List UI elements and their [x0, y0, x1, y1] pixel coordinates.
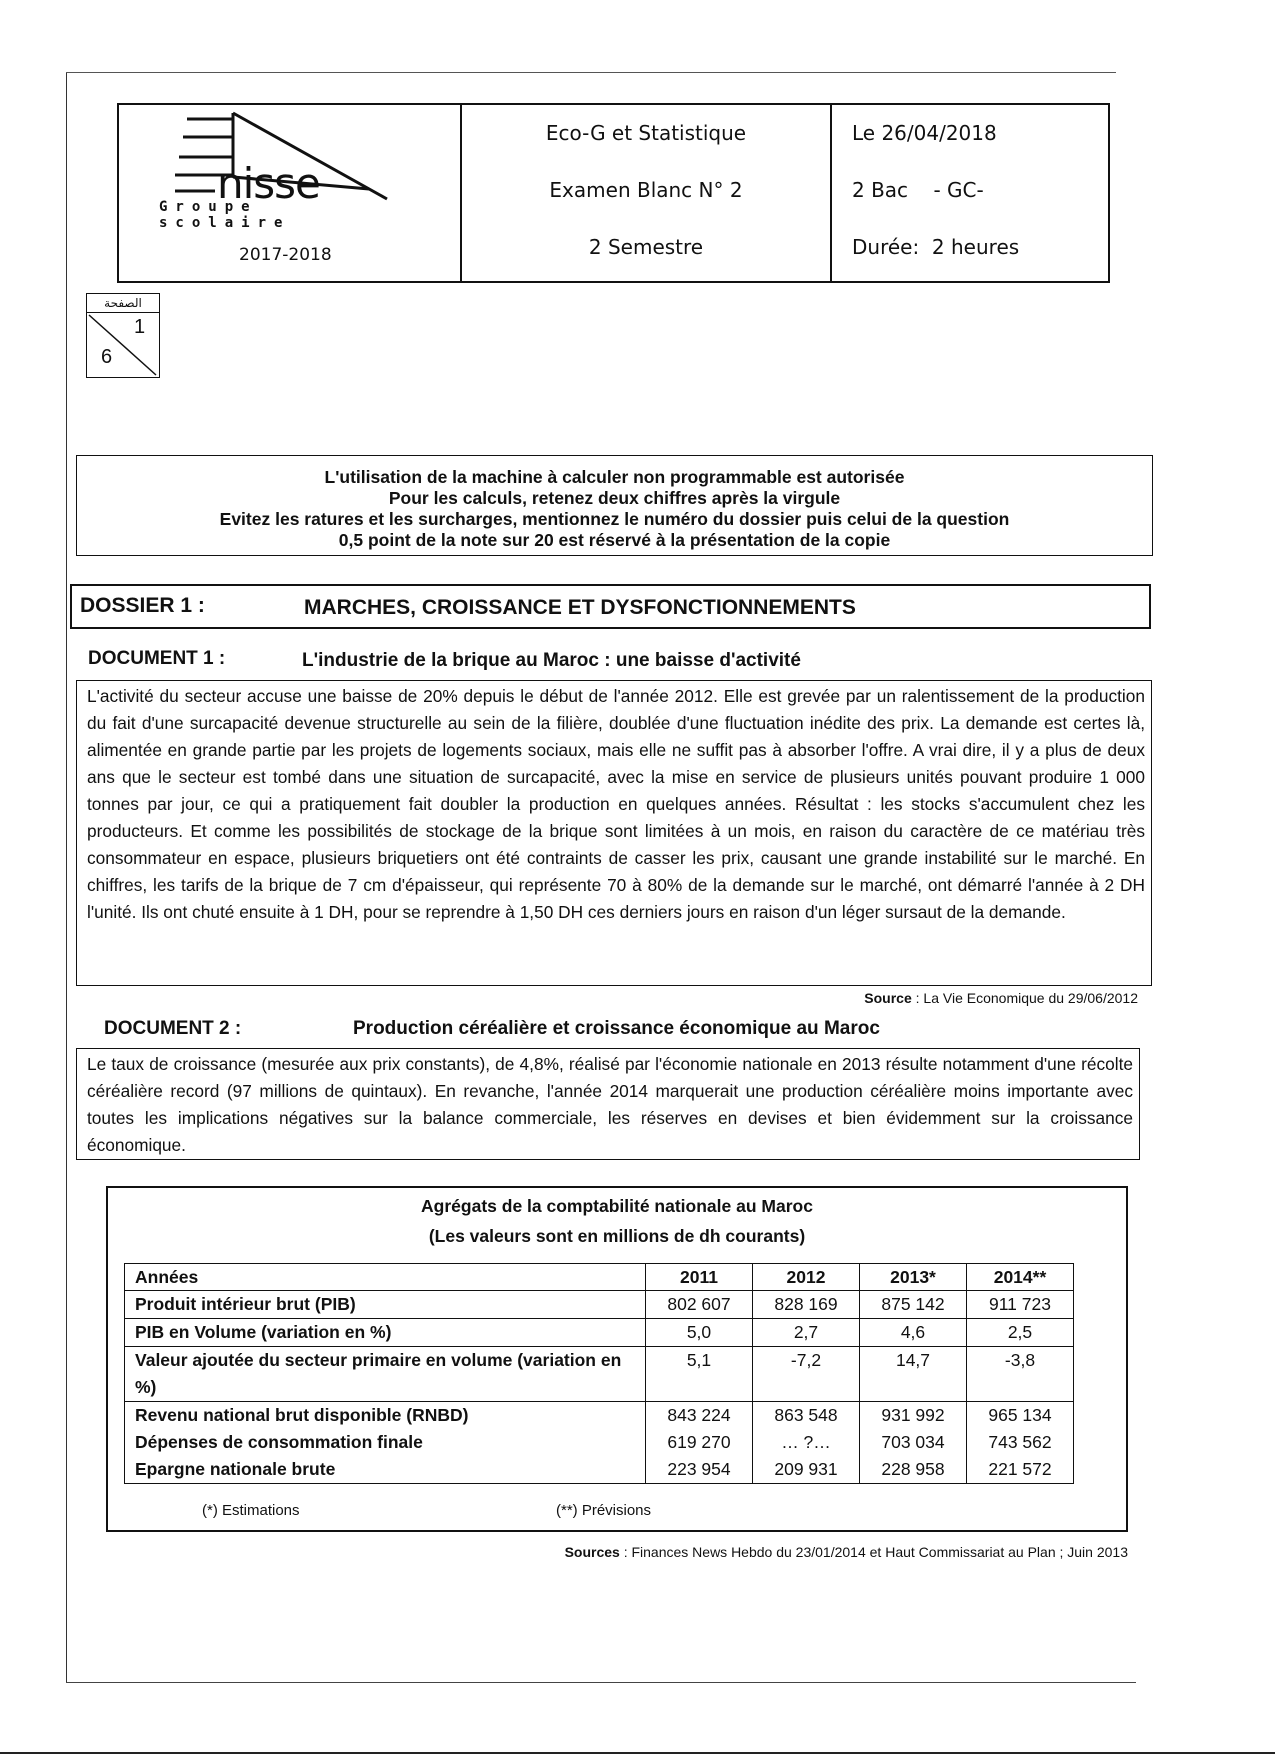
- table-cell: 875 142: [860, 1291, 967, 1319]
- exam-header: [117, 103, 1110, 283]
- table-cell: 2,7: [753, 1319, 860, 1347]
- table-cell: 2,5: [967, 1319, 1074, 1347]
- row-label: PIB en Volume (variation en %): [125, 1319, 646, 1347]
- table-cell: 228 958: [881, 1459, 945, 1479]
- table-row: [125, 1319, 1074, 1347]
- table-cell: -3,8: [967, 1347, 1074, 1402]
- header-cell: 2014**: [967, 1264, 1074, 1291]
- row-label: Revenu national brut disponible (RNBD): [135, 1405, 469, 1425]
- header-cell: 2013*: [860, 1264, 967, 1291]
- table-cell: 843 224: [667, 1405, 731, 1425]
- school-year: 2017-2018: [239, 245, 332, 265]
- source-text: : La Vie Economique du 29/06/2012: [911, 990, 1138, 1006]
- table-row: [125, 1291, 1074, 1319]
- table-cell: 209 931: [774, 1459, 838, 1479]
- table-header-row: [125, 1264, 1074, 1291]
- table-cell: 911 723: [967, 1291, 1074, 1319]
- page-footline: [0, 1752, 1275, 1754]
- document1-title: L'industrie de la brique au Maroc : une baisse d'activité: [302, 650, 801, 671]
- group-col: [646, 1402, 753, 1484]
- school-logo-cell: [119, 105, 462, 281]
- exam-level: 2 Bac - GC-: [852, 178, 984, 202]
- instructions-box: [76, 455, 1153, 556]
- instruction-line: Evitez les ratures et les surcharges, mentionnez le numéro du dossier puis celui de la question: [219, 509, 1010, 529]
- exam-meta-cell: [832, 105, 1108, 281]
- document1-text-box: [76, 680, 1152, 986]
- table-row: [125, 1347, 1074, 1402]
- dossier-label: DOSSIER 1 :: [80, 594, 205, 617]
- document1-text: L'activité du secteur accuse une baisse de 20% depuis le début de l'année 2012. Elle est grevée par un ralentissement de la production du fait d'une surcapacité devenue structurelle au sein de la filière, doublée d'une fluctuation inédite des prix. La demande est certes là, alimentée en grande partie par les projets de logements sociaux, mais elle ne suffit pas à absorber l'offre. A vrai dire, il y a plus de deux ans que le secteur est tombé dans une situation de surcapacité, avec la mise en service de plusieurs unités pouvant produire 1 000 tonnes par jour, ce qui a pratiquement fait doubler la production en quelques années. Résultat : les stocks s'accumulent chez les producteurs. Et comme les possibilités de stockage de la brique sont limitées à un mois, en raison du caractère de ce matériau très consommateur en espace, plusieurs briquetiers ont été contraints de casser les prix, causant une grande instabilité sur le marché. En chiffres, les tarifs de la brique de 7 cm d'épaisseur, qui représente 70 à 80% de la demande sur le marché, ont démarré l'année à 2 DH l'unité. Ils ont chuté ensuite à 1 DH, pour se reprendre à 1,50 DH ces derniers jours en raison d'un léger sursaut de la demande.: [87, 686, 1145, 922]
- table-cell: -7,2: [753, 1347, 860, 1402]
- table-cell: 5,0: [646, 1319, 753, 1347]
- row-label: Produit intérieur brut (PIB): [125, 1291, 646, 1319]
- semester-label: 2 Semestre: [588, 235, 704, 259]
- group-col: [753, 1402, 860, 1484]
- table-title: Agrégats de la comptabilité nationale au Maroc: [421, 1196, 813, 1216]
- page-number-box: [86, 293, 160, 378]
- note-estimations: (*) Estimations: [202, 1502, 300, 1519]
- row-label: Valeur ajoutée du secteur primaire en volume (variation en %): [125, 1347, 646, 1402]
- document2-text: Le taux de croissance (mesurée aux prix constants), de 4,8%, réalisé par l'économie nationale en 2013 résulte notamment d'une récolte céréalière record (97 millions de quintaux). En revanche, l'année 2014 marquerait une production céréalière moins importante avec toutes les implications négatives sur la balance commerciale, les réserves en devises et bien évidemment sur la croissance économique.: [87, 1054, 1133, 1155]
- table-cell: 223 954: [667, 1459, 731, 1479]
- header-cell: 2011: [646, 1264, 753, 1291]
- table-cell: 931 992: [881, 1405, 945, 1425]
- page-frame-top: [66, 72, 1116, 73]
- document2-label: DOCUMENT 2 :: [104, 1018, 242, 1039]
- table-cell: 965 134: [988, 1405, 1052, 1425]
- document2-text-box: [76, 1048, 1140, 1160]
- document1-source: [640, 990, 1138, 1006]
- page-frame-left: [66, 72, 67, 1682]
- table-cell: … ?…: [781, 1432, 831, 1452]
- page-label-arabic: الصفحة: [87, 294, 159, 313]
- exam-date: Le 26/04/2018: [852, 121, 997, 145]
- instruction-line: Pour les calculs, retenez deux chiffres après la virgule: [388, 488, 841, 508]
- instruction-line: L'utilisation de la machine à calculer non programmable est autorisée: [324, 467, 905, 487]
- sources-text: : Finances News Hebdo du 23/01/2014 et Haut Commissariat au Plan ; Juin 2013: [619, 1544, 1128, 1560]
- dossier-title: MARCHES, CROISSANCE ET DYSFONCTIONNEMENTS: [304, 596, 856, 619]
- document2-title: Production céréalière et croissance économique au Maroc: [353, 1018, 880, 1039]
- header-cell: Années: [125, 1264, 646, 1291]
- source-label: Source: [864, 990, 912, 1006]
- row-label: Dépenses de consommation finale: [135, 1432, 423, 1452]
- page-total: 6: [101, 346, 113, 368]
- note-previsions: (**) Prévisions: [556, 1502, 652, 1519]
- table-cell: 14,7: [860, 1347, 967, 1402]
- table-cell: 619 270: [667, 1432, 731, 1452]
- page-current: 1: [134, 316, 146, 338]
- table-cell: 802 607: [646, 1291, 753, 1319]
- exam-info-cell: [462, 105, 832, 281]
- table-row-group: [125, 1402, 1074, 1484]
- table-cell: 743 562: [988, 1432, 1052, 1452]
- sources-label: Sources: [564, 1544, 620, 1560]
- table-cell: 4,6: [860, 1319, 967, 1347]
- header-cell: 2012: [753, 1264, 860, 1291]
- group-col: [967, 1402, 1074, 1484]
- logo-name: nisse: [217, 159, 320, 208]
- exam-duration: Durée: 2 heures: [852, 235, 1020, 259]
- dossier-header: [70, 584, 1151, 629]
- aggregates-table: [124, 1263, 1074, 1484]
- page-diagonal-icon: [87, 313, 158, 377]
- table-cell: 828 169: [753, 1291, 860, 1319]
- logo-subtitle: Groupe scolaire: [159, 199, 291, 231]
- group-col: [860, 1402, 967, 1484]
- document2-sources: [400, 1544, 1128, 1560]
- exam-label: Examen Blanc N° 2: [549, 178, 743, 202]
- subject-label: Eco-G et Statistique: [545, 121, 747, 145]
- group-labels: [125, 1402, 646, 1484]
- table-cell: 703 034: [881, 1432, 945, 1452]
- instruction-line: 0,5 point de la note sur 20 est réservé à la présentation de la copie: [338, 530, 891, 550]
- document1-label: DOCUMENT 1 :: [88, 648, 226, 669]
- table-cell: 5,1: [646, 1347, 753, 1402]
- table-cell: 863 548: [774, 1405, 838, 1425]
- table-cell: 221 572: [988, 1459, 1052, 1479]
- table-subtitle: (Les valeurs sont en millions de dh courants): [428, 1226, 806, 1246]
- row-label: Epargne nationale brute: [135, 1459, 336, 1479]
- page-frame-bottom: [66, 1682, 1136, 1683]
